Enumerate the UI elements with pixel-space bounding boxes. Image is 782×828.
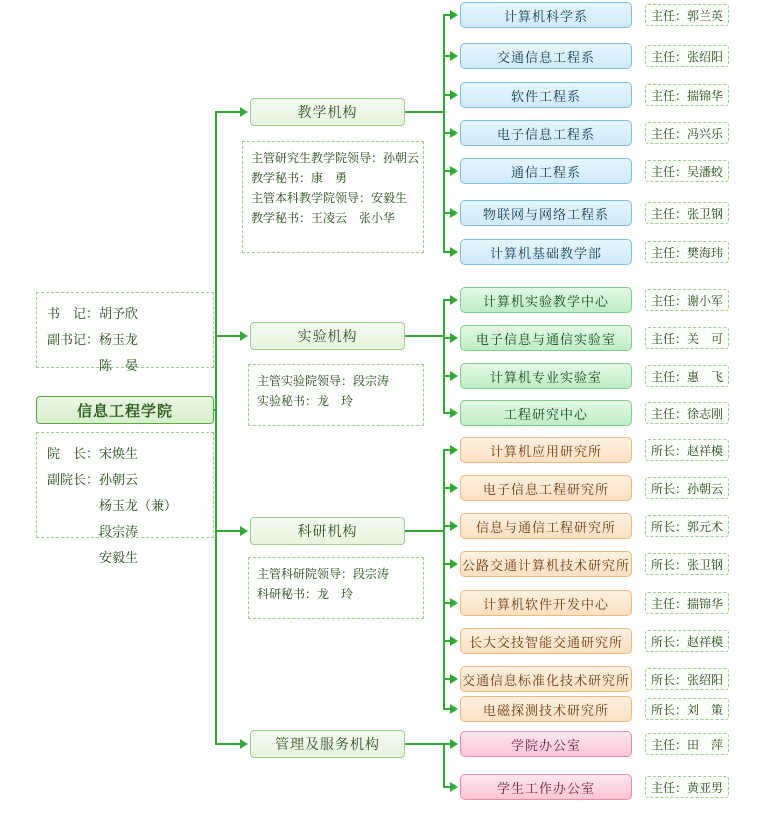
arrow-head (450, 295, 458, 305)
unit-box[interactable]: 电子信息工程系 (460, 120, 632, 146)
arrow-head (450, 408, 458, 418)
connector-line (405, 335, 443, 337)
unit-chief: 主任：樊海玮 (645, 241, 729, 263)
arrow-head (450, 247, 458, 257)
note-line: 主管本科教学院领导：安毅生 (251, 191, 408, 205)
arrow-head (450, 166, 458, 176)
arrow-head (450, 333, 458, 343)
arrow-head (450, 10, 458, 20)
arrow-head (450, 704, 458, 714)
unit-box[interactable]: 信息与通信工程研究所 (460, 513, 632, 539)
unit-chief: 主任：徐志刚 (645, 402, 729, 424)
unit-box[interactable]: 计算机应用研究所 (460, 437, 632, 463)
category-box-4[interactable]: 管理及服务机构 (250, 730, 405, 758)
arrow-head (240, 331, 248, 341)
admin-leader-item: 杨玉龙（兼） (47, 498, 178, 513)
connector-line (215, 112, 217, 744)
arrow-head (450, 90, 458, 100)
arrow-head (450, 51, 458, 61)
arrow-head (450, 598, 458, 608)
arrow-head (450, 483, 458, 493)
note-line: 科研秘书：龙 玲 (257, 587, 354, 601)
unit-chief: 所长：刘 策 (645, 698, 729, 720)
unit-chief: 所长：赵祥模 (645, 630, 729, 652)
unit-chief: 主任：黄亚男 (645, 776, 729, 798)
category-note-3 (248, 557, 424, 619)
party-leader-item: 书 记：胡予欣 (47, 306, 139, 321)
arrow-head (450, 208, 458, 218)
note-line: 主管研究生教学院领导：孙朝云 (251, 151, 420, 165)
arrow-head (240, 526, 248, 536)
arrow-head (450, 674, 458, 684)
connector-line (215, 530, 241, 532)
arrow-head (450, 445, 458, 455)
unit-chief: 主任：惠 飞 (645, 365, 729, 387)
unit-box[interactable]: 长大交技智能交通研究所 (460, 628, 632, 654)
party-leader-item: 副书记：杨玉龙 (47, 332, 139, 347)
unit-chief: 主任：谢小军 (645, 289, 729, 311)
connector-line (215, 111, 241, 113)
arrow-head (450, 739, 458, 749)
note-line: 教学秘书：王凌云 张小华 (251, 211, 396, 225)
party-leaders-panel (36, 292, 214, 373)
note-line: 教学秘书：康 勇 (251, 171, 348, 185)
arrow-head (450, 636, 458, 646)
arrow-head (450, 371, 458, 381)
arrow-head (240, 739, 248, 749)
party-leader-item: 陈 晏 (47, 358, 139, 373)
note-line: 主管科研院领导：段宗涛 (257, 567, 390, 581)
arrow-head (450, 128, 458, 138)
unit-box[interactable]: 电子信息工程研究所 (460, 475, 632, 501)
unit-chief: 所长：张绍阳 (645, 668, 729, 690)
category-note-1 (242, 141, 424, 253)
unit-chief: 所长：赵祥模 (645, 439, 729, 461)
unit-chief: 所长：张卫钢 (645, 553, 729, 575)
unit-chief: 主任：张卫钢 (645, 202, 729, 224)
category-box-2[interactable]: 实验机构 (250, 322, 405, 350)
admin-leader-item: 段宗涛 (47, 524, 139, 539)
unit-box[interactable]: 学生工作办公室 (460, 774, 632, 800)
unit-box[interactable]: 计算机基础教学部 (460, 239, 632, 265)
unit-box[interactable]: 公路交通计算机技术研究所 (460, 551, 632, 577)
unit-box[interactable]: 电子信息与通信实验室 (460, 325, 632, 351)
unit-chief: 主任：关 可 (645, 327, 729, 349)
unit-box[interactable]: 学院办公室 (460, 731, 632, 757)
arrow-head (240, 107, 248, 117)
unit-chief: 主任：揣锦华 (645, 592, 729, 614)
unit-box[interactable]: 计算机科学系 (460, 2, 632, 28)
connector-line (405, 111, 443, 113)
unit-box[interactable]: 计算机实验教学中心 (460, 287, 632, 313)
unit-chief: 主任：吴潘蛟 (645, 160, 729, 182)
category-box-3[interactable]: 科研机构 (250, 517, 405, 545)
connector-line (405, 743, 443, 745)
connector-line (215, 335, 241, 337)
admin-leader-item: 副院长：孙朝云 (47, 472, 139, 487)
admin-leaders-panel (36, 432, 214, 565)
connector-line (215, 743, 241, 745)
unit-box[interactable]: 通信工程系 (460, 158, 632, 184)
unit-box[interactable]: 电磁探测技术研究所 (460, 696, 632, 722)
unit-box[interactable]: 物联网与网络工程系 (460, 200, 632, 226)
unit-chief: 主任：田 萍 (645, 733, 729, 755)
unit-chief: 所长：郭元术 (645, 515, 729, 537)
arrow-head (450, 521, 458, 531)
arrow-head (450, 782, 458, 792)
unit-box[interactable]: 工程研究中心 (460, 400, 632, 426)
category-note-2 (248, 364, 424, 426)
category-box-1[interactable]: 教学机构 (250, 98, 405, 126)
unit-box[interactable]: 计算机专业实验室 (460, 363, 632, 389)
connector-line (443, 744, 445, 787)
connector-line (405, 530, 443, 532)
note-line: 主管实验院领导：段宗涛 (257, 374, 390, 388)
unit-box[interactable]: 交通信息标准化技术研究所 (460, 666, 632, 692)
connector-line (443, 300, 445, 413)
arrow-head (450, 559, 458, 569)
unit-chief: 主任：揣锦华 (645, 84, 729, 106)
unit-chief: 主任：郭兰英 (645, 4, 729, 26)
college-root-box: 信息工程学院 (36, 396, 214, 424)
unit-chief: 主任：冯兴乐 (645, 122, 729, 144)
unit-box[interactable]: 软件工程系 (460, 82, 632, 108)
admin-leader-item: 安毅生 (47, 550, 139, 565)
unit-box[interactable]: 计算机软件开发中心 (460, 590, 632, 616)
unit-chief: 主任：张绍阳 (645, 45, 729, 67)
unit-chief: 所长：孙朝云 (645, 477, 729, 499)
admin-leader-item: 院 长：宋焕生 (47, 446, 139, 461)
unit-box[interactable]: 交通信息工程系 (460, 43, 632, 69)
note-line: 实验秘书：龙 玲 (257, 394, 354, 408)
